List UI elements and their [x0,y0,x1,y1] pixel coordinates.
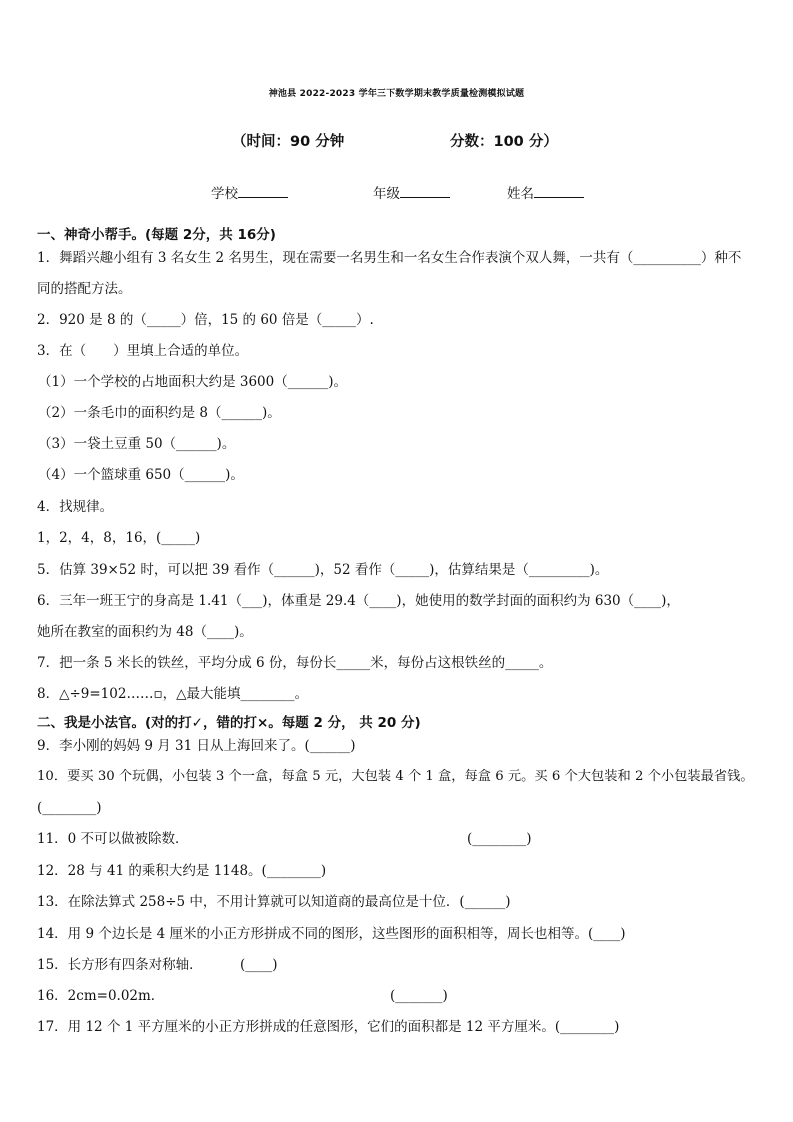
question-2: 2．920 是 8 的（_____）倍，15 的 60 倍是（_____）. [37,312,374,328]
name-blank[interactable] [534,183,584,198]
grade-label: 年级 [373,186,400,202]
question-10-answer: (________) [37,800,102,816]
grade-blank[interactable] [400,183,450,198]
exam-title: 神池县 2022-2023 学年三下数学期末教学质量检测模拟试题 [268,89,525,99]
name-field [507,182,584,202]
question-14: 14．用 9 个边长是 4 厘米的小正方形拼成不同的图形，这些图形的面积相等，周长也相等。(____) [37,926,626,942]
question-1-line-1: 1．舞蹈兴趣小组有 3 名女生 2 名男生，现在需要一名男生和一名女生合作表演个双人舞，一共有（__________）种不 [37,250,742,266]
question-17: 17．用 12 个 1 平方厘米的小正方形拼成的任意图形，它们的面积都是 12 平方厘米。(________) [37,1019,620,1035]
school-label: 学校 [211,186,238,202]
question-3-part-2: （2）一条毛巾的面积约是 8（______)。 [38,405,281,421]
question-15: 15．长方形有四条对称轴． [37,957,203,973]
question-11: 11．0 不可以做被除数． [37,831,189,847]
question-3-part-4: （4）一个篮球重 650（______)。 [38,467,244,483]
exam-score: 分数：100 分） [450,134,558,150]
question-3-part-3: （3）一袋土豆重 50（______)。 [38,436,236,452]
question-8: 8．△÷9=102……▫，△最大能填________。 [37,686,308,702]
question-6-line-2: 她所在教室的面积约为 48（____)。 [37,624,253,640]
question-5: 5．估算 39×52 时，可以把 39 看作（______)，52 看作（_____)，估算结果是（_________)。 [37,562,609,578]
question-7: 7．把一条 5 米长的铁丝，平均分成 6 份，每份长_____米，每份占这根铁丝的_____。 [37,655,553,671]
question-15-answer: (____) [240,957,278,973]
question-4-sequence: 1，2，4，8，16，(_____) [37,530,201,546]
question-9: 9．李小刚的妈妈 9 月 31 日从上海回来了。(______) [37,738,356,754]
grade-field [373,182,450,202]
school-field [211,182,288,202]
school-blank[interactable] [238,183,288,198]
question-13: 13．在除法算式 258÷5 中，不用计算就可以知道商的最高位是十位．(______) [37,894,511,910]
question-11-answer: (________) [467,831,532,847]
question-1-line-2: 同的搭配方法。 [37,281,132,297]
question-10-line-1: 10．要买 30 个玩偶，小包装 3 个一盒，每盒 5 元，大包装 4 个 1 盒，每盒 6 元。买 6 个大包装和 2 个小包装最省钱。 [37,769,754,784]
section-1-heading: 一、神奇小帮手。(每题 2分，共 16分) [37,227,276,243]
question-6-line-1: 6．三年一班王宁的身高是 1.41（___)，体重是 29.4（____)，她使用的数学封面的面积约为 630（____)， [37,593,680,609]
exam-time: （时间：90 分钟 [232,134,345,150]
question-3: 3．在（ ）里填上合适的单位。 [37,343,249,359]
question-3-part-1: （1）一个学校的占地面积大约是 3600（______)。 [38,374,348,390]
name-label: 姓名 [507,186,534,202]
question-4: 4．找规律。 [37,499,114,515]
section-2-heading: 二、我是小法官。(对的打✓，错的打×。每题 2 分， 共 20 分) [37,715,421,731]
question-16: 16．2cm=0.02m． [37,988,165,1004]
question-16-answer: (_______) [390,988,448,1004]
question-12: 12．28 与 41 的乘积大约是 1148。(________) [37,863,327,879]
